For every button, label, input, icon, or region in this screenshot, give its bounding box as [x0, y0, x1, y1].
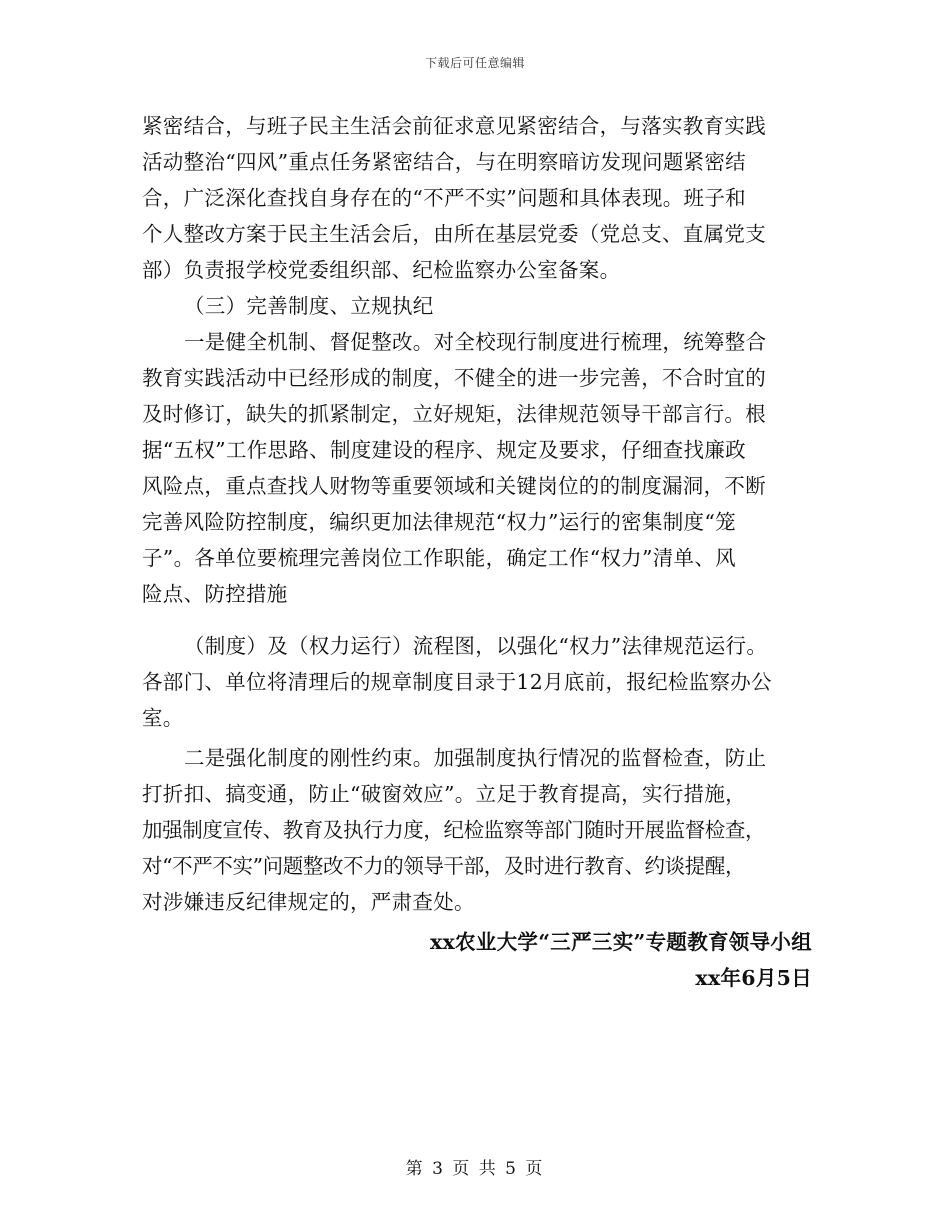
body-line: 紧密结合，与班子民主生活会前征求意见紧密结合，与落实教育实践 [142, 114, 766, 138]
body-line: 加强制度宣传、教育及执行力度，纪检监察等部门随时开展监督检查， [142, 818, 766, 842]
body-line: 合，广泛深化查找自身存在的“不严不实”问题和具体表现。班子和 [142, 186, 746, 210]
body-line: 个人整改方案于民主生活会后，由所在基层党委（党总支、直属党支 [142, 222, 766, 246]
body-line: 险点、防控措施 [142, 582, 288, 606]
body-line: 活动整治“四风”重点任务紧密结合，与在明察暗访发现问题紧密结 [142, 150, 746, 174]
body-line: 对涉嫌违反纪律规定的，严肃查处。 [142, 890, 475, 914]
body-line: 教育实践活动中已经形成的制度，不健全的进一步完善，不合时宜的 [142, 366, 766, 390]
section-heading: （三）完善制度、立规执纪 [184, 294, 434, 318]
body-line: 一是健全机制、督促整改。对全校现行制度进行梳理，统筹整合 [184, 330, 767, 354]
header-note: 下载后可任意编辑 [424, 56, 525, 70]
body-line: 子”。各单位要梳理完善岗位工作职能，确定工作“权力”清单、风 [142, 546, 736, 570]
body-line: 打折扣、搞变通，防止“破窗效应”。立足于教育提高，实行措施， [142, 782, 746, 806]
body-line: 室。 [142, 706, 184, 730]
signature-date: xx年6月5日 [695, 966, 812, 990]
body-line: 对“不严不实”问题整改不力的领导干部，及时进行教育、约谈提醒， [142, 854, 746, 878]
body-line: 各部门、单位将清理后的规章制度目录于12月底前，报纪检监察办公 [142, 670, 772, 694]
body-line: （制度）及（权力运行）流程图，以强化“权力”法律规范运行。 [184, 634, 768, 658]
body-line: 风险点，重点查找人财物等重要领域和关键岗位的的制度漏洞，不断 [142, 474, 766, 498]
signature-organization: xx农业大学“三严三实”专题教育领导小组 [429, 930, 812, 954]
page-number: 第 3 页 共 5 页 [405, 1159, 545, 1179]
body-line: 完善风险防控制度，编织更加法律规范“权力”运行的密集制度“笼 [142, 510, 736, 534]
body-line: 部）负责报学校党委组织部、纪检监察办公室备案。 [142, 258, 621, 282]
body-line: 及时修订，缺失的抓紧制定，立好规矩，法律规范领导干部言行。根 [142, 402, 766, 426]
body-line: 二是强化制度的刚性约束。加强制度执行情况的监督检查，防止 [184, 746, 767, 770]
body-line: 据“五权”工作思路、制度建设的程序、规定及要求，仔细查找廉政 [142, 438, 746, 462]
